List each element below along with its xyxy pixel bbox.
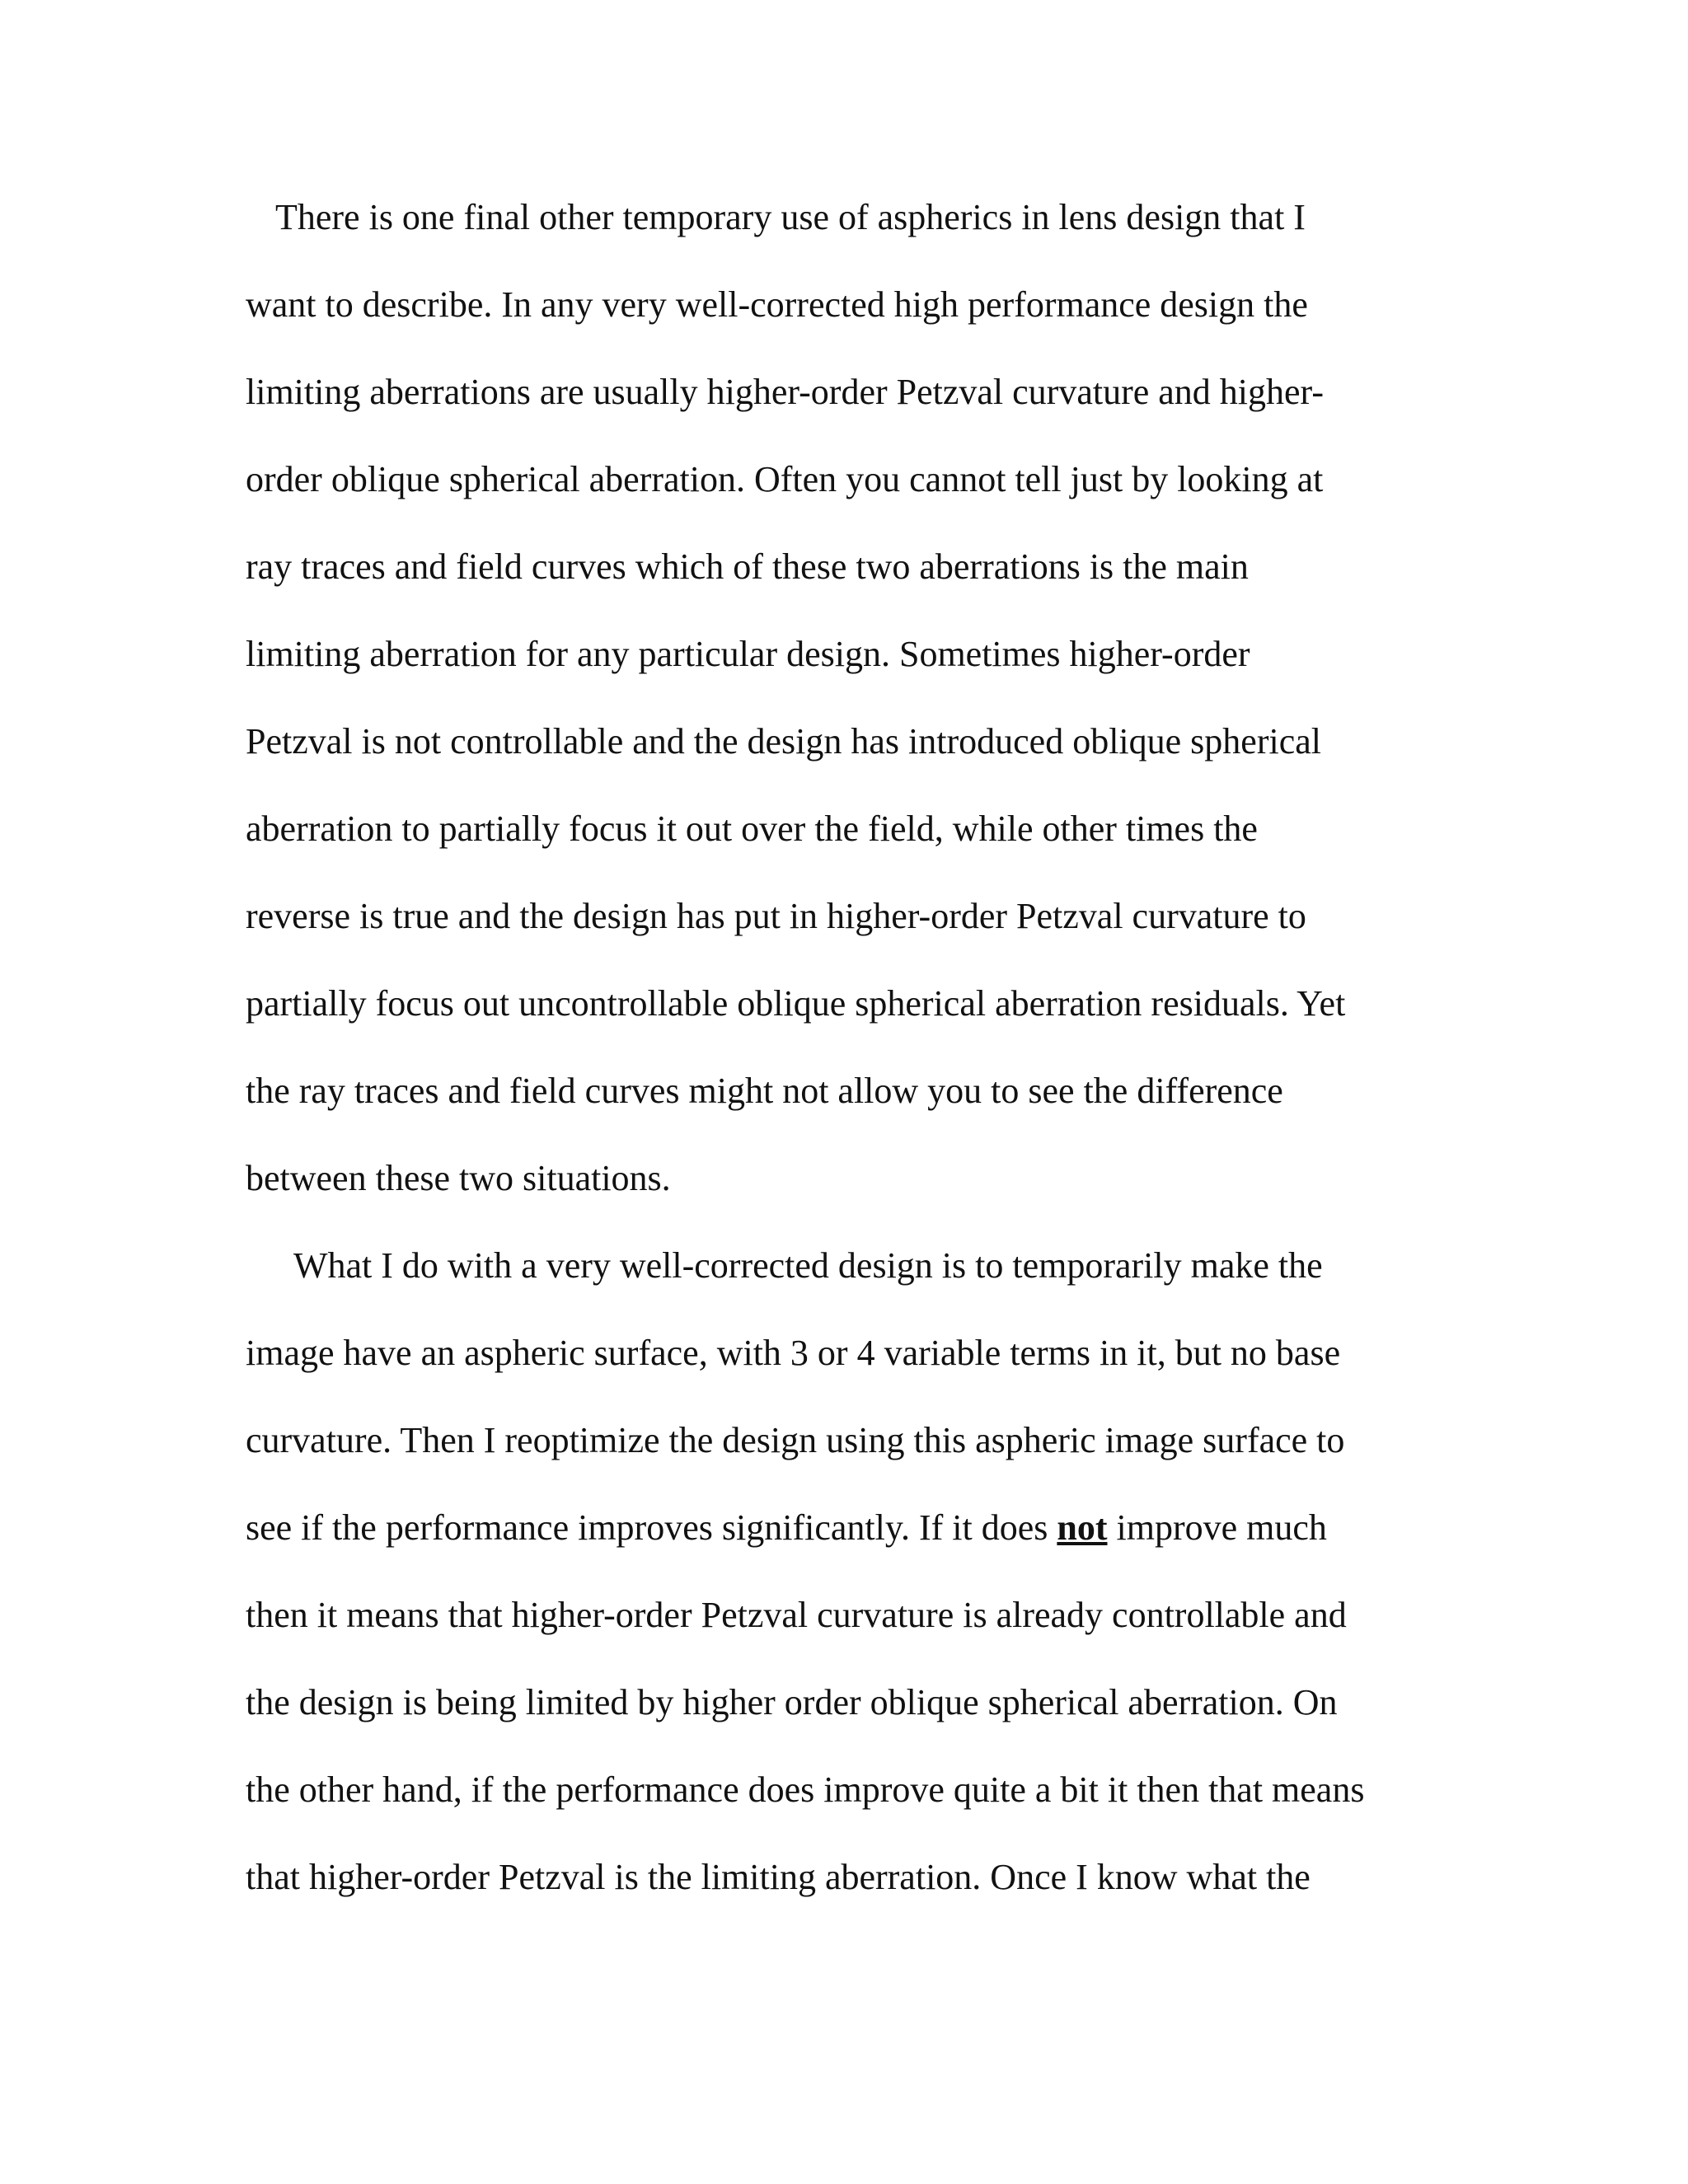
paragraph-2-line-5: then it means that higher-order Petzval curvature is already controllable and — [246, 1595, 1347, 1635]
paragraph-1-line-1: There is one final other temporary use of aspherics in lens design that I — [275, 197, 1306, 237]
paragraph-1-line-3: limiting aberrations are usually higher-order Petzval curvature and higher- — [246, 372, 1324, 412]
paragraph-1-line-9: reverse is true and the design has put in higher-order Petzval curvature to — [246, 896, 1306, 936]
paragraph-2-line-4-after: improve much — [1107, 1507, 1327, 1548]
paragraph-2-line-8: that higher-order Petzval is the limiting aberration. Once I know what the — [246, 1857, 1311, 1897]
emphasis-not: not — [1057, 1507, 1108, 1548]
paragraph-1-line-11: the ray traces and field curves might not allow you to see the difference — [246, 1071, 1283, 1111]
paragraph-2-line-1: What I do with a very well-corrected design is to temporarily make the — [293, 1245, 1323, 1286]
paragraph-1-line-10: partially focus out uncontrollable oblique spherical aberration residuals. Yet — [246, 983, 1346, 1024]
paragraph-2-line-4 — [246, 1507, 1327, 1549]
paragraph-1-line-4: order oblique spherical aberration. Often you cannot tell just by looking at — [246, 459, 1324, 499]
paragraph-1-line-6: limiting aberration for any particular design. Sometimes higher-order — [246, 634, 1250, 674]
paragraph-1-line-5: ray traces and field curves which of these two aberrations is the main — [246, 546, 1249, 587]
paragraph-1-line-8: aberration to partially focus it out over the field, while other times the — [246, 808, 1258, 849]
paragraph-2-line-7: the other hand, if the performance does improve quite a bit it then that means — [246, 1769, 1365, 1810]
paragraph-2-line-4-before: see if the performance improves significantly. If it does — [246, 1507, 1057, 1548]
paragraph-2-line-3: curvature. Then I reoptimize the design using this aspheric image surface to — [246, 1420, 1345, 1460]
paragraph-2-line-6: the design is being limited by higher order oblique spherical aberration. On — [246, 1682, 1338, 1722]
paragraph-1-line-7: Petzval is not controllable and the design has introduced oblique spherical — [246, 721, 1321, 762]
paragraph-2-line-2: image have an aspheric surface, with 3 or 4 variable terms in it, but no base — [246, 1333, 1341, 1373]
paragraph-1-line-2: want to describe. In any very well-corrected high performance design the — [246, 284, 1308, 325]
paragraph-1-line-12: between these two situations. — [246, 1158, 671, 1198]
